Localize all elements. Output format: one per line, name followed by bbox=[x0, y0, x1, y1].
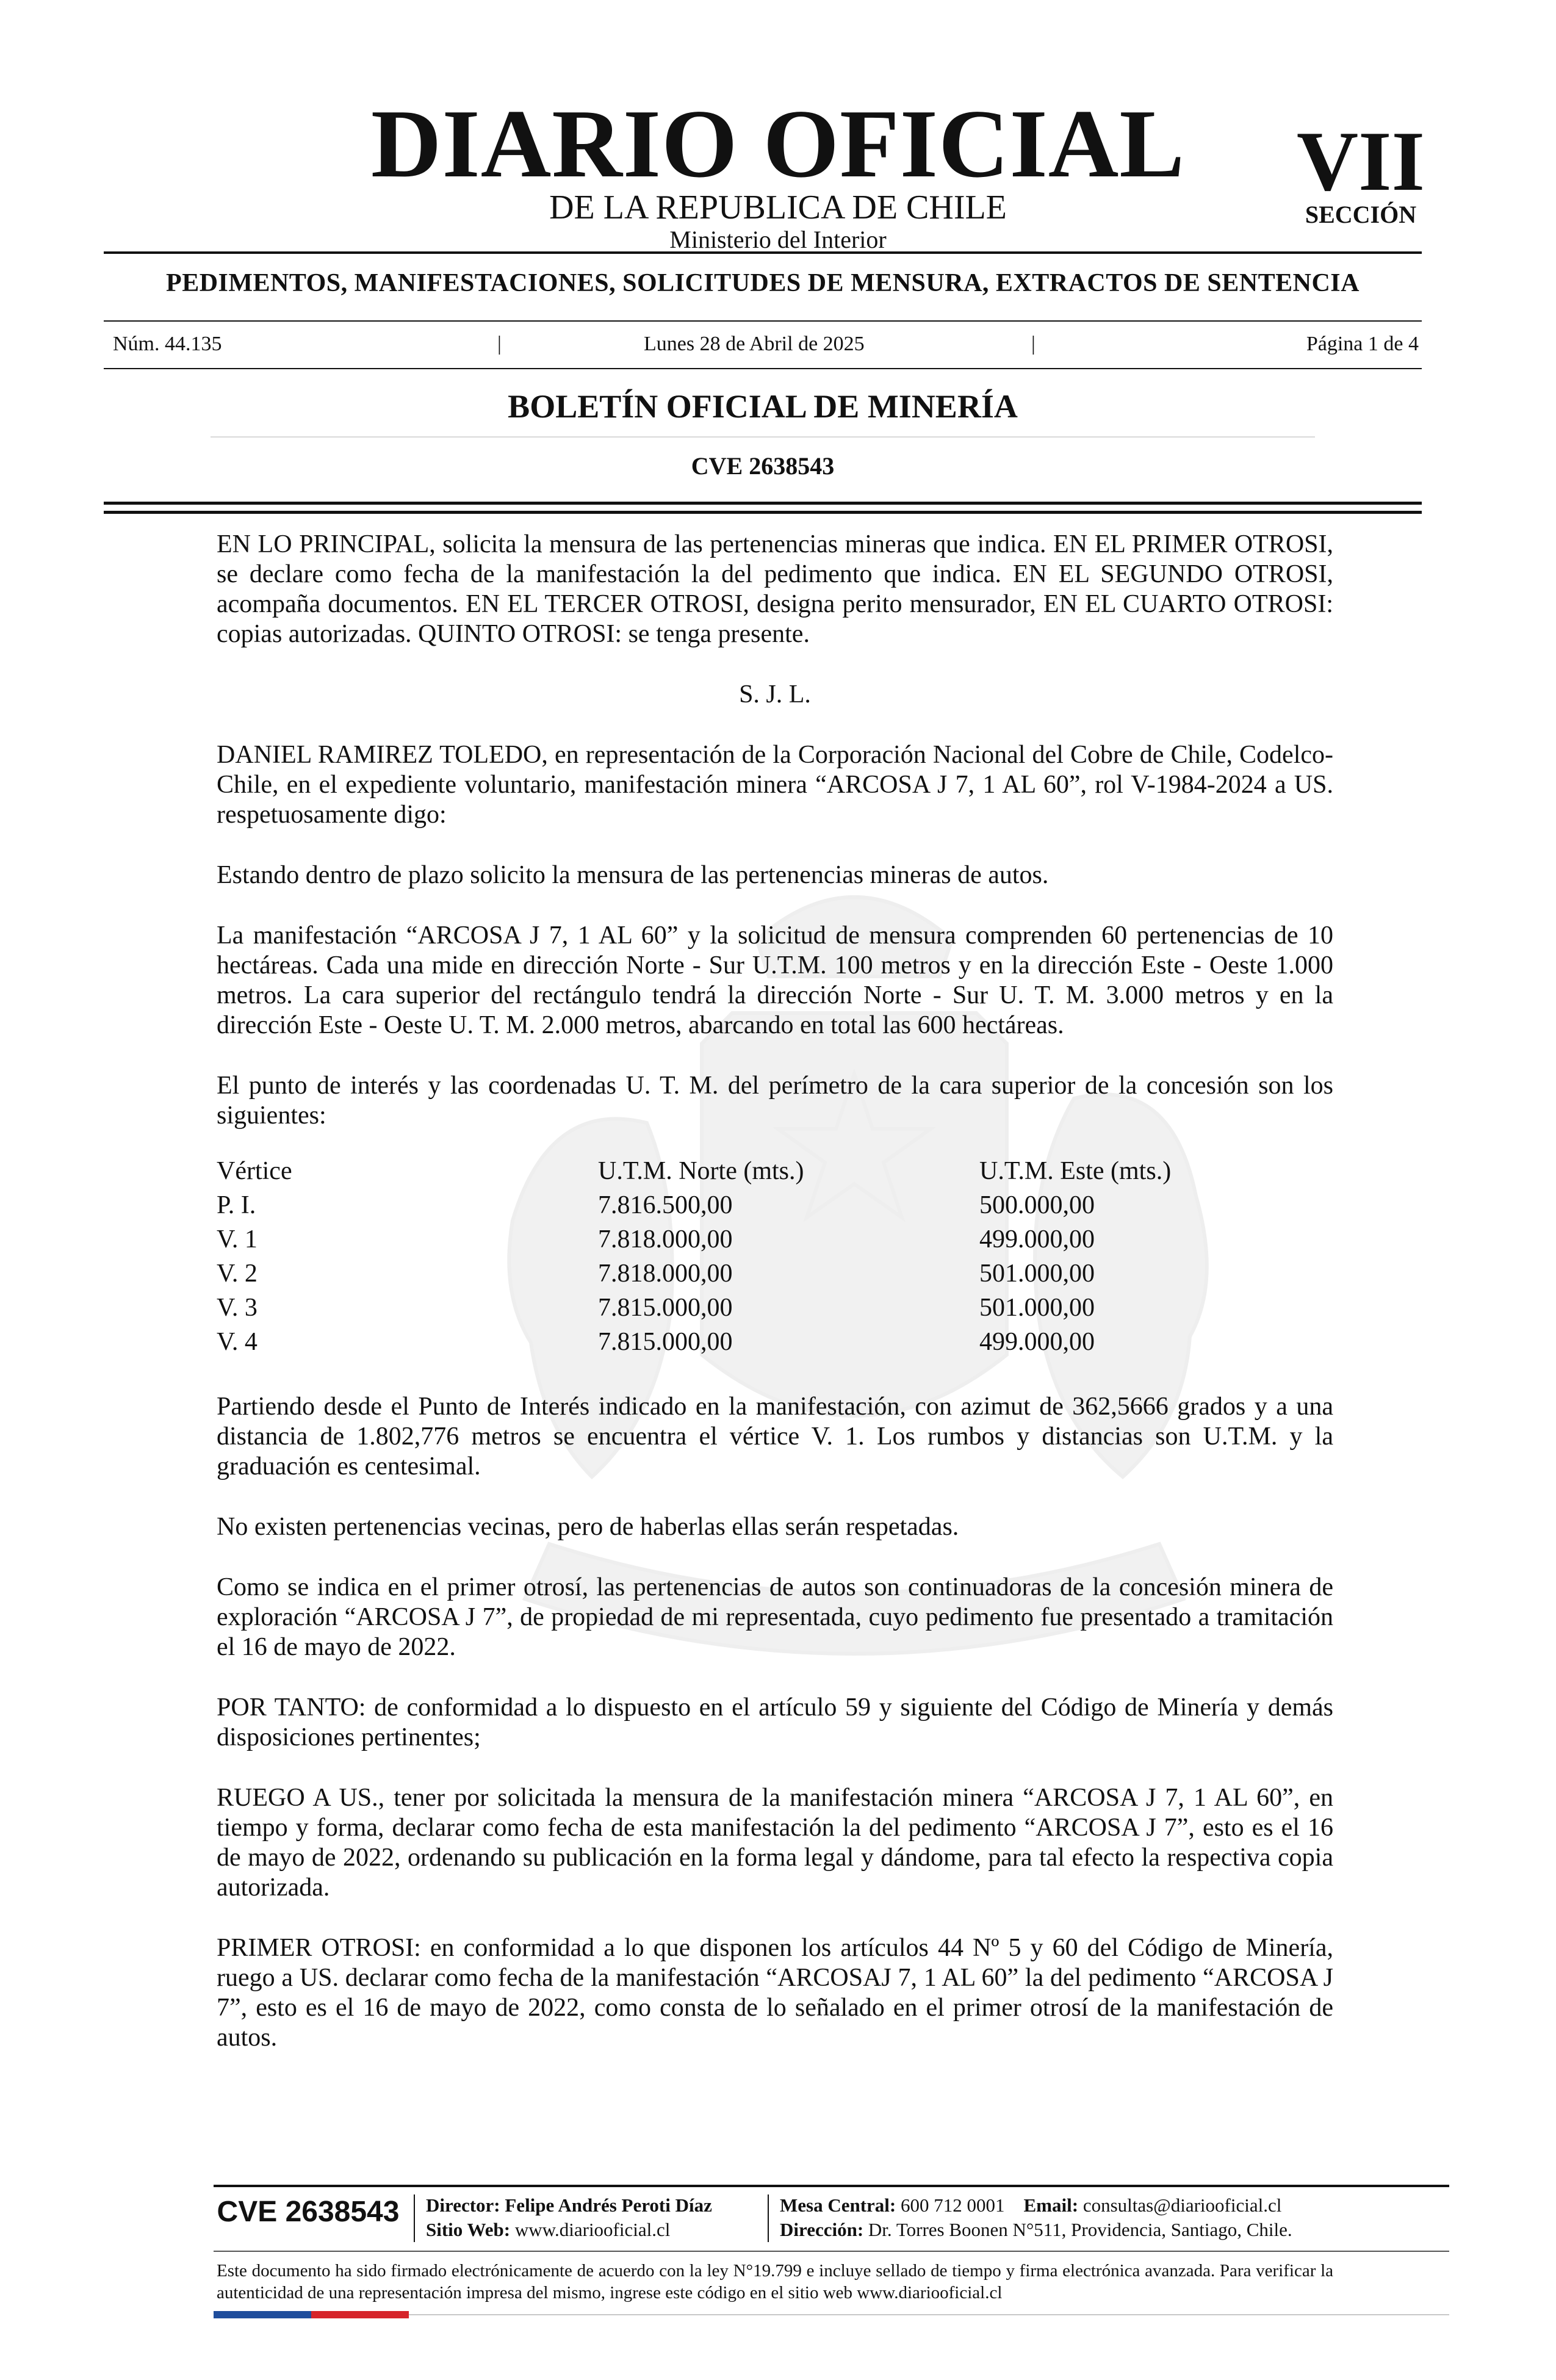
header-divider bbox=[104, 251, 1422, 254]
section-categories: PEDIMENTOS, MANIFESTACIONES, SOLICITUDES DE MENSURA, EXTRACTOS DE SENTENCIA bbox=[166, 269, 1360, 297]
paragraph-request: Estando dentro de plazo solicito la mensura de las pertenencias mineras de autos. bbox=[217, 861, 1049, 889]
paragraph-first-otrosi: PRIMER OTROSI: en conformidad a lo que disponen los artículos 44 Nº 5 y 60 del Código de Minería, ruego a US. declarar como fecha de la manifestación “ARCOSAJ 7, 1 AL 60” la del pedimento “ARCOSA J 7”, esto es el 16 de mayo de 2022, como consta de lo señalado en el primer otrosí de la manifestación de autos. bbox=[217, 1934, 1333, 2052]
website-label: Sitio Web: bbox=[426, 2219, 511, 2240]
content-top-divider bbox=[104, 502, 1422, 514]
table-header: U.T.M. Norte (mts.) bbox=[598, 1157, 804, 1185]
flag-stripe-red bbox=[311, 2311, 409, 2318]
paragraph-description: La manifestación “ARCOSA J 7, 1 AL 60” y la solicitud de mensura comprenden 60 pertenencias de 10 hectáreas. Cada una mide en dirección Norte - Sur U.T.M. 100 metros y en la dirección Este - Oeste 1.000 metros. La cara superior del rectángulo tendrá la dirección Norte - Sur U. T. M. 3.000 metros y en la dirección Este - Oeste U. T. M. 2.000 metros, abarcando en total las 600 hectáreas. bbox=[217, 921, 1333, 1039]
paragraph-therefore: POR TANTO: de conformidad a lo dispuesto en el artículo 59 y siguiente del Código de Minería y demás disposiciones pertinentes; bbox=[217, 1693, 1333, 1751]
address-value: Dr. Torres Boonen N°511, Providencia, Santiago, Chile. bbox=[868, 2219, 1292, 2240]
bulletin-title: BOLETÍN OFICIAL DE MINERÍA bbox=[508, 388, 1018, 425]
table-cell: 7.816.500,00 bbox=[598, 1191, 733, 1219]
footer-note-divider bbox=[214, 2251, 1449, 2252]
table-cell: V. 1 bbox=[217, 1225, 258, 1253]
email-link[interactable]: consultas@diariooficial.cl bbox=[1082, 2194, 1282, 2216]
footer-separator bbox=[768, 2194, 769, 2242]
paragraph-neighbors: No existen pertenencias vecinas, pero de haberlas ellas serán respetadas. bbox=[217, 1513, 959, 1541]
table-cell: V. 4 bbox=[217, 1328, 258, 1356]
issue-separator: | bbox=[1031, 333, 1036, 355]
newspaper-subtitle: DE LA REPUBLICA DE CHILE bbox=[549, 189, 1007, 226]
table-cell: P. I. bbox=[217, 1191, 256, 1219]
footer-contact-block bbox=[780, 2193, 1292, 2242]
director-name: Felipe Andrés Peroti Díaz bbox=[505, 2194, 712, 2216]
section-number: VII bbox=[1296, 114, 1425, 209]
table-cell: 501.000,00 bbox=[979, 1294, 1095, 1322]
table-row bbox=[217, 1225, 1333, 1259]
issue-separator: | bbox=[497, 333, 502, 355]
phone-number: 600 712 0001 bbox=[901, 2194, 1005, 2216]
signature-notice: Este documento ha sido firmado electrónicamente de acuerdo con la ley N°19.799 e incluye sellado de tiempo y firma electrónica avanzada. Para verificar la autenticidad de una representación impresa del mismo, ingrese este código en el sitio web www.diariooficial.cl bbox=[217, 2261, 1333, 2302]
issue-number: Núm. 44.135 bbox=[113, 333, 222, 355]
section-label: SECCIÓN bbox=[1305, 201, 1417, 228]
table-cell: 499.000,00 bbox=[979, 1225, 1095, 1253]
salutation: S. J. L. bbox=[739, 680, 811, 709]
footer-divider bbox=[214, 2185, 1449, 2187]
table-header-row bbox=[217, 1156, 1333, 1191]
footer-bottom-line bbox=[409, 2314, 1449, 2315]
table-row bbox=[217, 1327, 1333, 1361]
paragraph-applicant: DANIEL RAMIREZ TOLEDO, en representación de la Corporación Nacional del Cobre de Chile, Codelco-Chile, en el expediente voluntario, manifestación minera “ARCOSA J 7, 1 AL 60”, rol V-1984-2024 a US. respetuosamente digo: bbox=[217, 741, 1333, 829]
table-row bbox=[217, 1293, 1333, 1327]
document-body bbox=[217, 530, 1333, 2083]
table-row bbox=[217, 1191, 1333, 1225]
coordinates-table bbox=[217, 1156, 1333, 1361]
footer-separator bbox=[414, 2194, 415, 2242]
table-cell: 499.000,00 bbox=[979, 1328, 1095, 1356]
paragraph-coordinates-intro: El punto de interés y las coordenadas U. T. M. del perímetro de la cara superior de la concesión son los siguientes: bbox=[217, 1072, 1333, 1130]
table-cell: V. 2 bbox=[217, 1260, 258, 1288]
paragraph-continuation: Como se indica en el primer otrosí, las pertenencias de autos son continuadoras de la concesión minera de exploración “ARCOSA J 7”, de propiedad de mi representada, cuyo pedimento fue presentado a tramitación el 16 de mayo de 2022. bbox=[217, 1573, 1333, 1661]
email-label: Email: bbox=[1023, 2194, 1079, 2216]
ministry-name: Ministerio del Interior bbox=[669, 226, 887, 253]
table-row bbox=[217, 1259, 1333, 1293]
table-cell: 7.815.000,00 bbox=[598, 1328, 733, 1356]
issue-divider bbox=[104, 368, 1422, 369]
paragraph-principal: EN LO PRINCIPAL, solicita la mensura de las pertenencias mineras que indica. EN EL PRIMER OTROSI, se declare como fecha de la manifestación la del pedimento que indica. EN EL SEGUNDO OTROSI, acompaña documentos. EN EL TERCER OTROSI, designa perito mensurador, EN EL CUARTO OTROSI: copias autorizadas. QUINTO OTROSI: se tenga presente. bbox=[217, 530, 1333, 648]
address-label: Dirección: bbox=[780, 2219, 864, 2240]
paragraph-azimuth: Partiendo desde el Punto de Interés indicado en la manifestación, con azimut de 362,5666 grados y a una distancia de 1.802,776 metros se encuentra el vértice V. 1. Los rumbos y distancias son U.T.M. y la graduación es centesimal. bbox=[217, 1393, 1333, 1480]
table-cell: V. 3 bbox=[217, 1294, 258, 1322]
table-cell: 7.818.000,00 bbox=[598, 1260, 733, 1288]
newspaper-title: DIARIO OFICIAL bbox=[370, 89, 1186, 198]
website-link[interactable]: www.diariooficial.cl bbox=[514, 2219, 671, 2240]
page-number: Página 1 de 4 bbox=[1306, 333, 1419, 355]
issue-date: Lunes 28 de Abril de 2025 bbox=[644, 333, 865, 355]
flag-stripe-blue bbox=[214, 2311, 311, 2318]
footer-director-block bbox=[426, 2193, 712, 2242]
phone-label: Mesa Central: bbox=[780, 2194, 896, 2216]
issue-info-bar bbox=[113, 333, 1419, 363]
bulletin-divider bbox=[211, 436, 1315, 438]
table-cell: 7.815.000,00 bbox=[598, 1294, 733, 1322]
table-header: U.T.M. Este (mts.) bbox=[979, 1157, 1172, 1185]
categories-divider bbox=[104, 320, 1422, 322]
director-label: Director: bbox=[426, 2194, 500, 2216]
paragraph-petition: RUEGO A US., tener por solicitada la mensura de la manifestación minera “ARCOSA J 7, 1 AL 60”, en tiempo y forma, declarar como fecha de esta manifestación la del pedimento “ARCOSA J 7”, esto es el 16 de mayo de 2022, ordenando su publicación en la forma legal y dándome, para tal efecto la respectiva copia autorizada. bbox=[217, 1784, 1333, 1902]
table-header: Vértice bbox=[217, 1157, 292, 1185]
table-cell: 500.000,00 bbox=[979, 1191, 1095, 1219]
table-cell: 7.818.000,00 bbox=[598, 1225, 733, 1253]
footer-cve-code: CVE 2638543 bbox=[217, 2196, 400, 2228]
cve-code: CVE 2638543 bbox=[691, 452, 835, 480]
table-cell: 501.000,00 bbox=[979, 1260, 1095, 1288]
